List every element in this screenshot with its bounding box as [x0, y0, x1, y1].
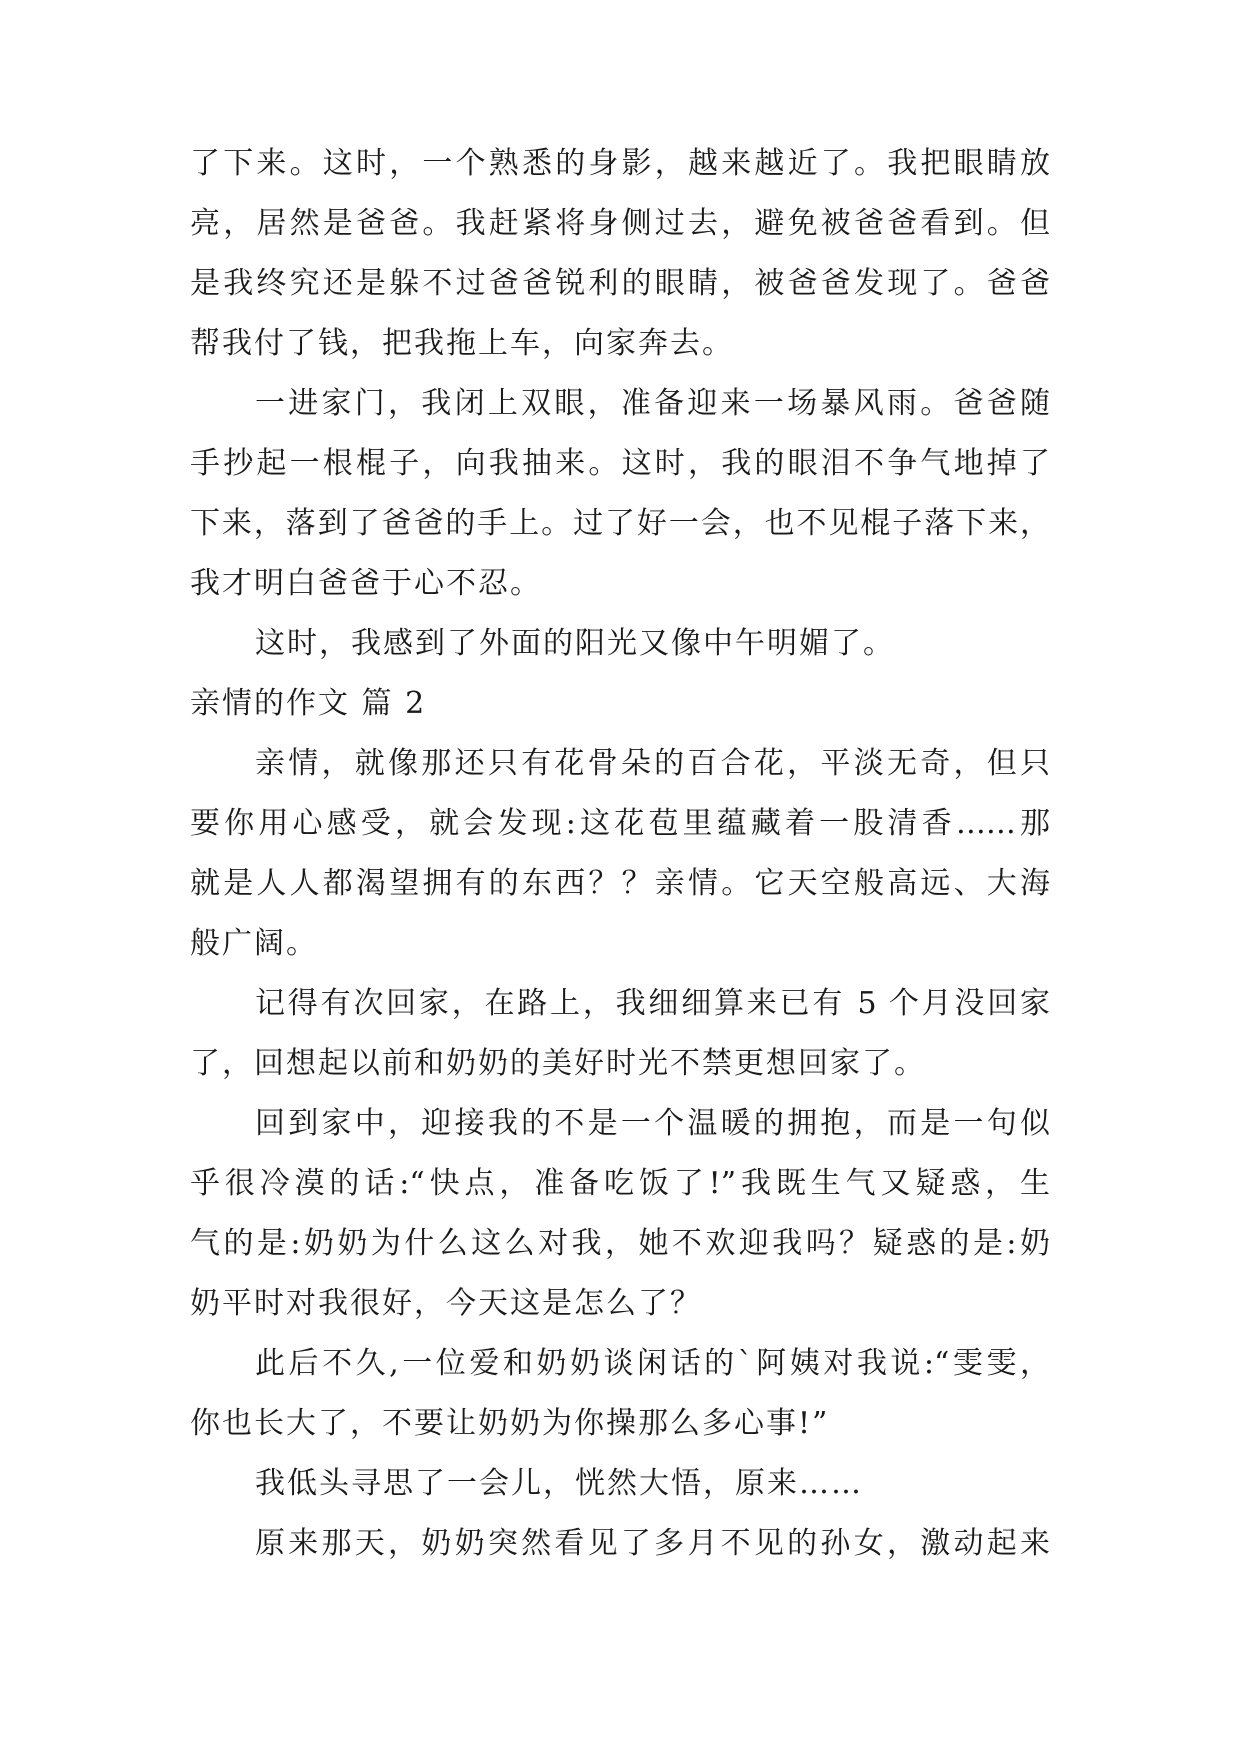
paragraph-first-line: 亲情，就像那还只有花骨朵的百合花，平淡无奇，但只	[255, 746, 1050, 781]
paragraph-first-line: 原来那天，奶奶突然看见了多月不见的孙女，激动起来	[255, 1526, 1050, 1561]
text-line: 般广阔。	[190, 926, 318, 961]
text-line: 帮我付了钱，把我拖上车，向家奔去。	[190, 326, 734, 361]
text-line: 了，回想起以前和奶奶的美好时光不禁更想回家了。	[190, 1046, 926, 1081]
text-line: 手抄起一根棍子，向我抽来。这时，我的眼泪不争气地掉了	[190, 446, 1050, 481]
text-line: 我才明白爸爸于心不忍。	[190, 566, 542, 601]
text-line: 是我终究还是躲不过爸爸锐利的眼睛，被爸爸发现了。爸爸	[190, 266, 1050, 301]
paragraph-first-line: 回到家中，迎接我的不是一个温暖的拥抱，而是一句似	[255, 1106, 1050, 1141]
text-line: 下来，落到了爸爸的手上。过了好一会，也不见棍子落下来，	[190, 506, 1050, 541]
paragraph-first-line: 这时，我感到了外面的阳光又像中午明媚了。	[255, 626, 895, 661]
text-line: 乎很冷漠的话:“快点，准备吃饭了!”我既生气又疑惑，生	[190, 1166, 1050, 1201]
text-line: 你也长大了，不要让奶奶为你操那么多心事!”	[190, 1406, 830, 1441]
paragraph-first-line: 记得有次回家，在路上，我细细算来已有 5 个月没回家	[255, 986, 1050, 1021]
paragraph-first-line: 我低头寻思了一会儿，恍然大悟，原来……	[255, 1466, 863, 1501]
text-line: 气的是:奶奶为什么这么对我，她不欢迎我吗？疑惑的是:奶	[190, 1226, 1050, 1261]
text-line: 奶平时对我很好，今天这是怎么了？	[190, 1286, 702, 1321]
text-line: 亮，居然是爸爸。我赶紧将身侧过去，避免被爸爸看到。但	[190, 206, 1050, 241]
text-line: 就是人人都渴望拥有的东西？？亲情。它天空般高远、大海	[190, 866, 1050, 901]
paragraph-first-line: 一进家门，我闭上双眼，准备迎来一场暴风雨。爸爸随	[255, 386, 1050, 421]
text-line: 了下来。这时，一个熟悉的身影，越来越近了。我把眼睛放	[190, 146, 1050, 181]
paragraph-first-line: 此后不久,一位爱和奶奶谈闲话的`阿姨对我说:“雯雯，	[255, 1346, 1050, 1381]
section-heading: 亲情的作文 篇 2	[190, 686, 427, 721]
text-line: 要你用心感受，就会发现:这花苞里蕴藏着一股清香……那	[190, 806, 1050, 841]
